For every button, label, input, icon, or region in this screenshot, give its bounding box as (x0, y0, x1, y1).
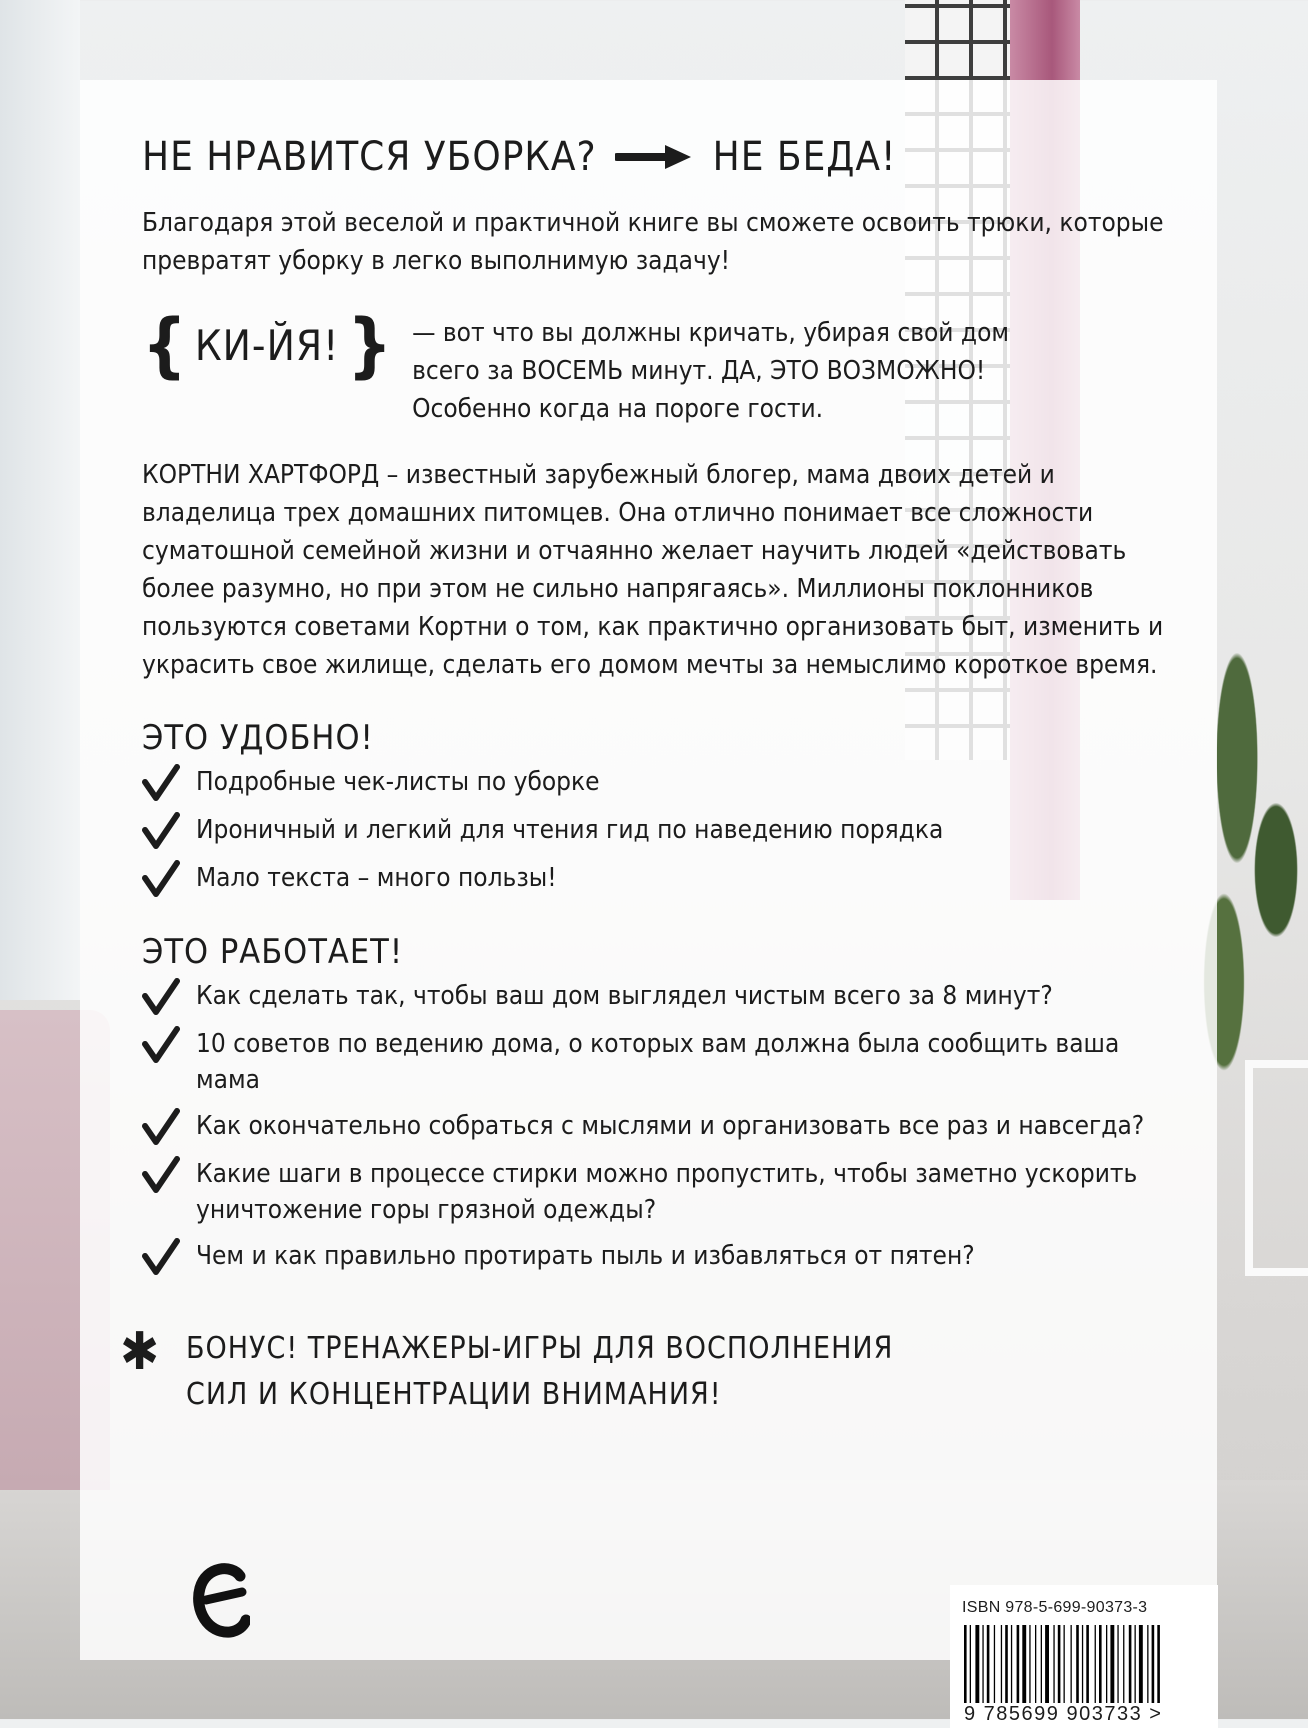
bonus-line: БОНУС! ТРЕНАЖЕРЫ-ИГРЫ ДЛЯ ВОСПОЛНЕНИЯ (186, 1331, 894, 1366)
barcode-bar (1095, 1625, 1096, 1703)
barcode-bar (1086, 1625, 1089, 1703)
list-item-text: Как окончательно собраться с мыслями и организовать все раз и навсегда? (196, 1111, 1145, 1141)
checkmark-icon (142, 1156, 196, 1194)
barcode-bar (975, 1625, 979, 1703)
checkmark-icon (142, 1238, 196, 1276)
checkmark-icon (142, 860, 196, 898)
list-item (142, 1156, 1182, 1228)
publisher-logo-icon (192, 1558, 250, 1640)
convenient-title: ЭТО УДОБНО! (142, 718, 374, 758)
list-item-text: Ироничный и легкий для чтения гид по наведению порядка (196, 815, 944, 845)
arrow-right-icon (615, 142, 695, 172)
barcode-bar (1022, 1625, 1026, 1703)
convenient-list (142, 764, 1182, 898)
asterisk-icon: ✱ (120, 1322, 160, 1382)
checkmark-icon (142, 1108, 196, 1146)
barcode-bar (1041, 1625, 1042, 1703)
checkmark-icon (142, 1026, 196, 1064)
list-item (142, 1026, 1182, 1098)
barcode-bar (1029, 1625, 1030, 1703)
checkmark-icon (142, 978, 196, 1016)
list-item-text: Какие шаги в процессе стирки можно пропустить, чтобы заметно ускорить уничтожение горы грязной одежды? (196, 1159, 1138, 1225)
kiya-line: Особенно когда на пороге гости. (412, 394, 824, 424)
left-brace-icon: { (142, 304, 187, 386)
list-item-text: 10 советов по ведению дома, о которых вам должна была сообщить ваша мама (196, 1029, 1120, 1095)
barcode-bar (1110, 1625, 1114, 1703)
barcode-bar (1005, 1625, 1008, 1703)
barcode-bar (1035, 1625, 1036, 1703)
isbn-text: ISBN 978-5-699-90373-3 (962, 1599, 1148, 1616)
barcode-bar (1001, 1625, 1002, 1703)
list-item (142, 812, 1182, 850)
barcode-bar (1106, 1625, 1107, 1703)
works-title: ЭТО РАБОТАЕТ! (142, 932, 404, 972)
headline (142, 120, 1182, 194)
barcode-bar (982, 1625, 983, 1703)
kiya-badge (142, 300, 392, 390)
author-paragraph: КОРТНИ ХАРТФОРД – известный зарубежный блогер, мама двоих детей и владелица трех домашних питомцев. Она отлично понимает все сложности суматошной семейной жизни и отчаянно желает научить людей «действовать более разумно, но при этом не сильно напрягаясь». Миллионы поклонников пользуются советами Кортни о том, как практично организовать быт, изменить и украсить свое жилище, сделать его домом мечты за немыслимо короткое время. (142, 460, 1164, 680)
headline-right: НЕ БЕДА! (712, 134, 897, 180)
works-list (142, 978, 1182, 1276)
kiya-text: КИ-ЙЯ! (194, 320, 340, 370)
list-item-text: Как сделать так, чтобы ваш дом выглядел чистым всего за 8 минут? (196, 981, 1053, 1011)
kiya-block (142, 300, 1182, 428)
white-chair (1245, 1060, 1308, 1276)
barcode-bar (1129, 1625, 1132, 1703)
checkmark-icon (142, 764, 196, 802)
barcode-bar (987, 1625, 990, 1703)
headline-left: НЕ НРАВИТСЯ УБОРКА? (142, 134, 597, 180)
barcode-bar (1076, 1625, 1079, 1703)
barcode-number: 9 785699 903733 > (964, 1703, 1163, 1725)
cover-text (120, 120, 1182, 1418)
barcode-bars (964, 1625, 1204, 1703)
list-item (142, 860, 1182, 898)
barcode-bar (1071, 1625, 1072, 1703)
list-item (142, 1108, 1182, 1146)
list-item (142, 764, 1182, 802)
list-item (142, 978, 1182, 1016)
bonus-line: СИЛ И КОНЦЕНТРАЦИИ ВНИМАНИЯ! (186, 1377, 722, 1412)
kiya-line: — вот что вы должны кричать, убирая свой дом (412, 318, 1010, 348)
barcode-bar (1099, 1625, 1102, 1703)
barcode-bar (1082, 1625, 1083, 1703)
kiya-line: всего за ВОСЕМЬ минут. ДА, ЭТО ВОЗМОЖНО! (412, 356, 986, 386)
barcode-bar (1117, 1625, 1118, 1703)
barcode-bar (964, 1625, 967, 1703)
checkmark-icon (142, 812, 196, 850)
barcode-bar (1147, 1625, 1148, 1703)
barcode-bar (1058, 1625, 1061, 1703)
barcode-bar (994, 1625, 995, 1703)
barcode-bar (1135, 1625, 1136, 1703)
barcode-bar (1064, 1625, 1065, 1703)
window (0, 0, 80, 1000)
kiya-description (412, 314, 1009, 428)
bonus-block (120, 1322, 1182, 1418)
barcode-bar (1139, 1625, 1143, 1703)
list-item-text: Мало текста – много пользы! (196, 863, 557, 893)
barcode-bar (1123, 1625, 1124, 1703)
list-item (142, 1238, 1182, 1276)
barcode-bar (1045, 1625, 1049, 1703)
barcode-bar (1152, 1625, 1155, 1703)
list-item-text: Чем и как правильно протирать пыль и избавляться от пятен? (196, 1241, 975, 1271)
bonus-text (186, 1326, 893, 1418)
intro-paragraph: Благодаря этой веселой и практичной книге вы сможете освоить трюки, которые превратят уборку в легко выполнимую задачу! (142, 208, 1164, 276)
barcode-block (950, 1585, 1218, 1728)
barcode-bar (1053, 1625, 1054, 1703)
right-brace-icon: } (347, 304, 393, 386)
barcode-bar (970, 1625, 971, 1703)
barcode-bar (1017, 1625, 1020, 1703)
back-cover-panel (80, 80, 1217, 1725)
barcode-bar (1157, 1625, 1160, 1703)
barcode-bar (1011, 1625, 1012, 1703)
list-item-text: Подробные чек-листы по уборке (196, 767, 600, 797)
